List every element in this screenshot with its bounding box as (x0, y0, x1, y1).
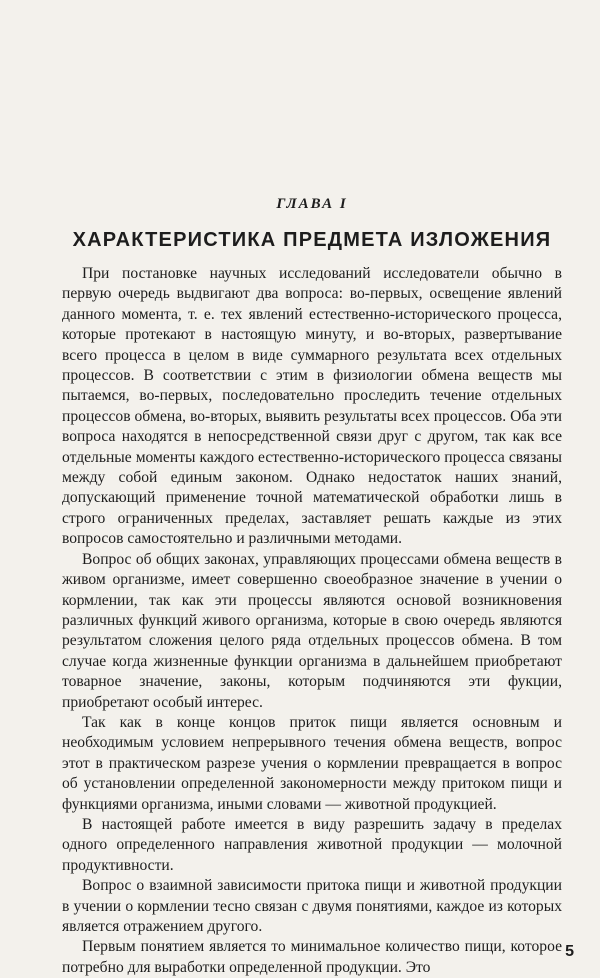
chapter-label: ГЛАВА I (276, 196, 348, 212)
paragraph-1: При постановке научных исследований исследователи обычно в первую очередь выдвигают два вопроса: во-первых, освещение явлений данного момента, т. е. тех явлений естественно-исторического процесса, которые протекают в настоящую минуту, и во-вторых, развертывание всего процесса в целом в виде суммарного результата всех отдельных процессов. В соответствии с этим в физиологии обмена веществ мы пытаемся, во-первых, последовательно проследить течение отдельных процессов обмена, во-вторых, выявить результаты всех процессов. Оба эти вопроса находятся в непосредственной связи друг с другом, так как все отдельные моменты каждого естественно-исторического процесса связаны между собой единым законом. Однако недостаток наших знаний, допускающий применение точной математической обработки лишь в строго ограниченных пределах, заставляет решать каждые из этих вопросов самостоятельно и различными методами. (62, 265, 562, 548)
paragraph-2: Вопрос об общих законах, управляющих процессами обмена веществ в живом организме, имеет совершенно своеобразное значение в учении о кормлении, так как эти процессы являются основой возникновения различных функций живого организма, которые в свою очередь являются результатом сложения целого ряда отдельных процессов обмена. В том случае когда жизненные функции организма в дальнейшем приобретают товарное значение, законы, которым подчиняются эти фукции, приобретают особый интерес. (62, 550, 562, 711)
paragraph-5: Вопрос о взаимной зависимости притока пищи и животной продукции в учении о кормлении тесно связан с двумя понятиями, каждое из которых является отражением другого. (62, 877, 562, 935)
chapter-title: ХАРАКТЕРИСТИКА ПРЕДМЕТА ИЗЛОЖЕНИЯ (72, 229, 552, 251)
page-body (62, 196, 562, 978)
page-number: 5 (565, 943, 574, 960)
paragraph-4: В настоящей работе имеется в виду разрешить задачу в пределах одного определенного направления животной продукции — молочной продуктивности. (62, 815, 562, 874)
paragraph-6: Первым понятием является то минимальное количество пищи, которое потребно для выработки определенной продукции. Это (62, 938, 562, 976)
paragraph-3: Так как в конце концов приток пищи является основным и необходимым условием непрерывного течения обмена веществ, вопрос этот в практическом разрезе учения о кормлении превращается в вопрос об установлении определенной закономерности между притоком пищи и функциями организма, иными словами — животной продукцией. (62, 713, 562, 813)
